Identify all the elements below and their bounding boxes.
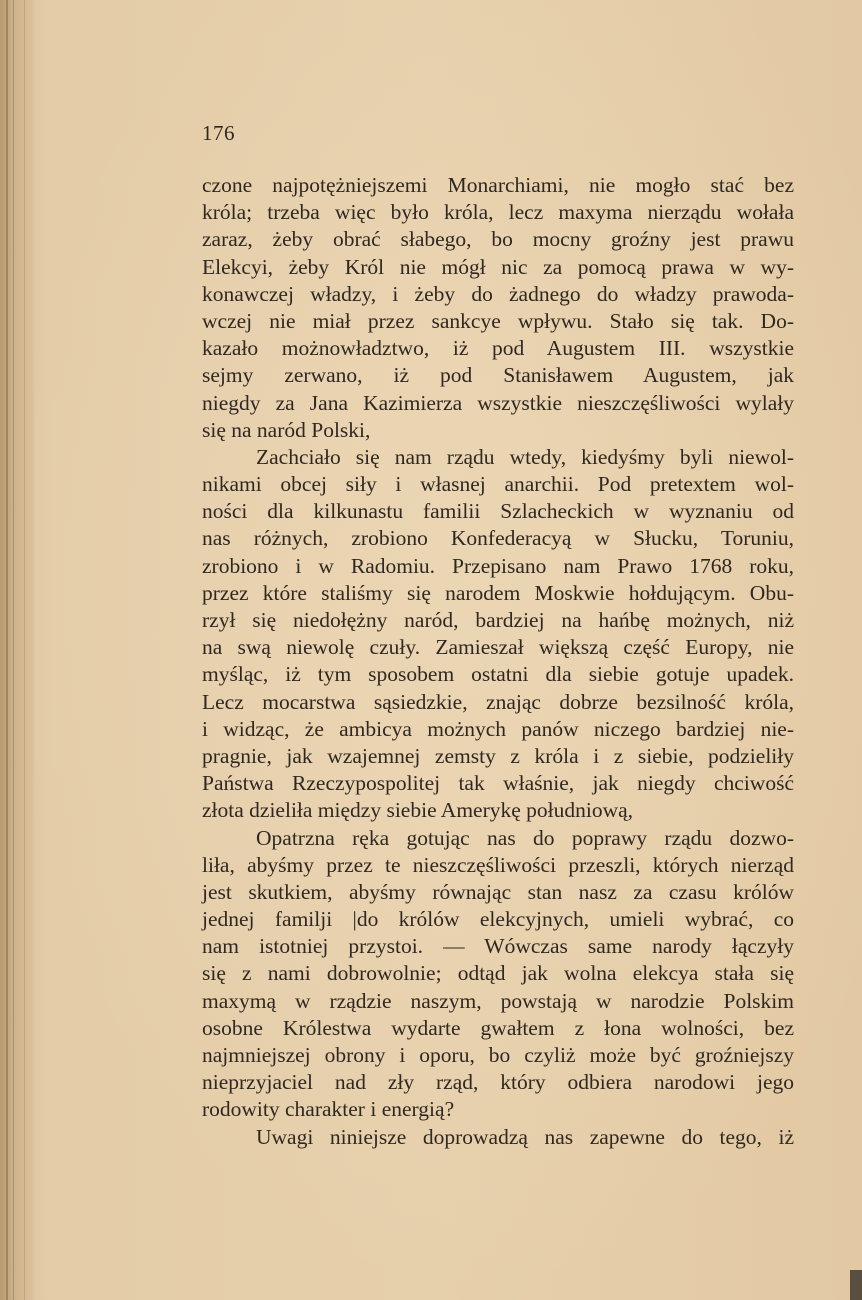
text-line: się z nami dobrowolnie; odtąd jak wolna elekcya stała się [202,961,794,986]
text-line: zrobiono i w Radomiu. Przepisano nam Prawo 1768 roku, [202,553,794,578]
text-line: nieprzyjaciel nad zły rząd, który odbiera narodowi jego [202,1070,794,1095]
text-line: złota dzieliła między siebie Amerykę południową, [202,798,634,823]
text-line: liła, abyśmy przez te nieszczęśliwości przeszli, których nierząd [202,852,794,877]
text-line: jednej familji |do królów elekcyjnych, umieli wybrać, co [202,907,794,932]
text-line: konawczej władzy, i żeby do żadnego do władzy prawoda- [202,281,794,306]
page-number: 176 [202,121,235,145]
book-spine-shadow [0,0,34,1300]
text-line: nikami obcej siły i własnej anarchii. Pod pretextem wol- [202,472,794,497]
text-line: Państwa Rzeczypospolitej tak właśnie, jak niegdy chciwość [202,771,794,796]
text-line: nam istotniej przystoi. — Wówczas same narody łączyły [202,934,794,959]
spine-edge-line [6,0,8,1300]
scan-corner-mark [850,1270,862,1300]
text-line: na swą niewolę czuły. Zamieszał większą część Europy, nie [202,635,794,660]
text-line: rodowity charakter i energią? [202,1097,455,1122]
text-line: Zachciało się nam rządu wtedy, kiedyśmy byli niewol- [256,444,794,469]
text-line: króla; trzeba więc było króla, lecz maxyma nierządu wołała [202,200,794,225]
text-line: zaraz, żeby obrać słabego, bo mocny groźny jest prawu [202,227,794,252]
text-line: ności dla kilkunastu familii Szlacheckich w wyznaniu od [202,499,794,524]
text-line: Uwagi niniejsze doprowadzą nas zapewne do tego, iż [256,1124,794,1149]
text-line: wczej nie miał przez sankcye wpływu. Stało się tak. Do- [202,308,794,333]
spine-edge-line [13,0,14,1300]
text-line: Lecz mocarstwa sąsiedzkie, znając dobrze bezsilność króla, [202,689,794,714]
text-line: osobne Królestwa wydarte gwałtem z łona wolności, bez [202,1015,794,1040]
text-line: Opatrzna ręka gotując nas do poprawy rządu dozwo- [256,825,794,850]
text-line: i widząc, że ambicya możnych panów niczego bardziej nie- [202,716,794,741]
text-line: przez które staliśmy się narodem Moskwie hołdującym. Obu- [202,580,794,605]
text-line: się na naród Polski, [202,417,371,442]
text-line: myśląc, iż tym sposobem ostatni dla siebie gotuje upadek. [202,662,794,687]
text-line: pragnie, jak wzajemnej zemsty z króla i z siebie, podzieliły [202,743,794,768]
text-line: najmniejszej obrony i oporu, bo czyliż może być groźniejszy [202,1043,794,1067]
text-line: Elekcyi, żeby Król nie mógł nic za pomocą prawa w wy- [202,254,794,279]
text-line: jest skutkiem, abyśmy równając stan nasz za czasu królów [202,879,794,904]
text-line: sejmy zerwano, iż pod Stanisławem Augustem, jak [202,363,794,388]
text-line: niegdy za Jana Kazimierza wszystkie nieszczęśliwości wylały [202,390,794,415]
text-line: nas różnych, zrobiono Konfederacyą w Słucku, Toruniu, [202,526,794,551]
page-body-text [202,172,794,1151]
spine-edge-line [24,0,25,1300]
text-line: maxymą w rządzie naszym, powstają w narodzie Polskim [202,988,794,1013]
text-line: kazało możnowładztwo, iż pod Augustem III. wszystkie [202,336,794,361]
text-line: rzył się niedołężny naród, bardziej na hańbę możnych, niż [202,608,794,632]
text-line: czone najpotężniejszemi Monarchiami, nie mogło stać bez [202,173,794,197]
